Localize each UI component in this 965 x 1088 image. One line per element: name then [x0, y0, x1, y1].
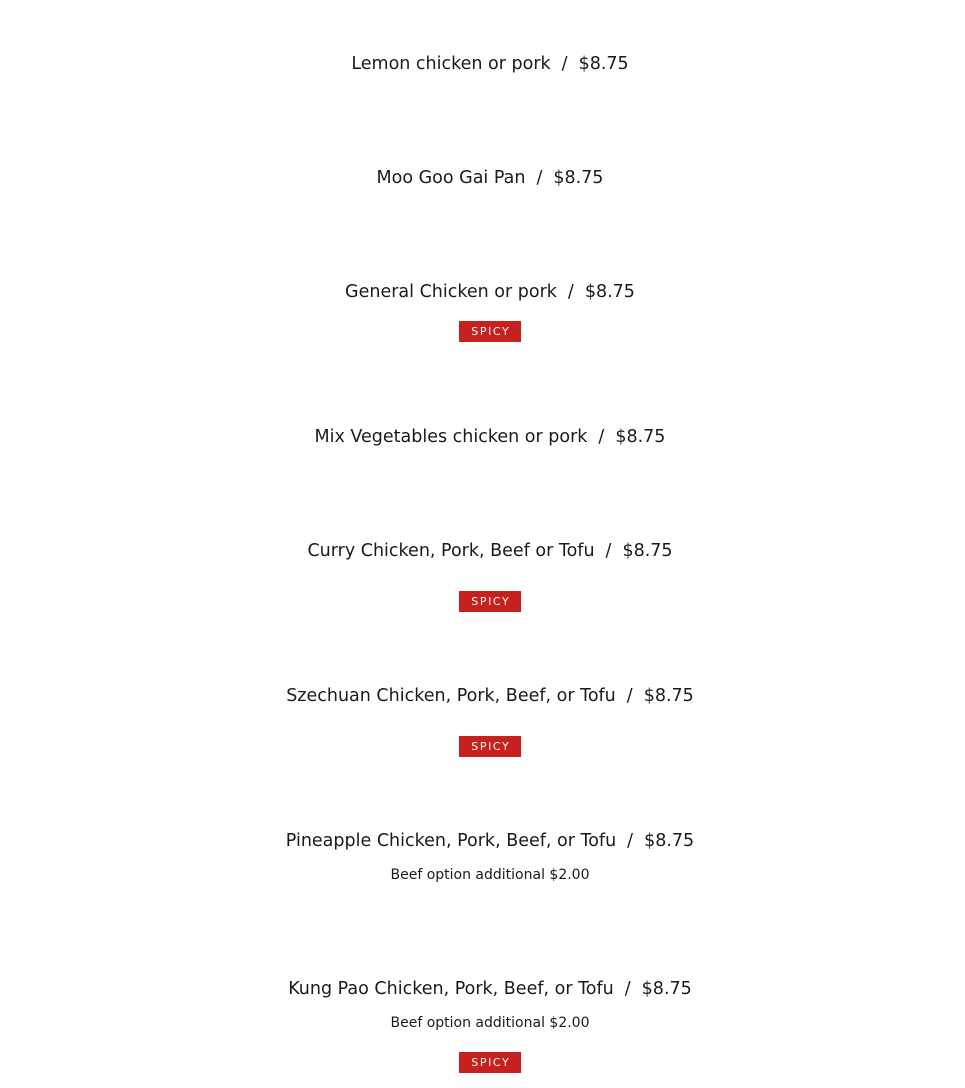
menu-item-name: Szechuan Chicken, Pork, Beef, or Tofu — [286, 686, 616, 706]
spicy-badge: SPICY — [459, 1052, 521, 1073]
menu-item-lemon-chicken — [0, 52, 965, 76]
price-separator: / — [561, 54, 568, 74]
price-separator: / — [627, 831, 634, 851]
menu-item-line — [0, 280, 965, 304]
menu-item-price: $8.75 — [643, 686, 694, 706]
badge-row — [0, 591, 965, 613]
menu-item-price: $8.75 — [644, 831, 695, 851]
price-separator: / — [624, 979, 631, 999]
menu-item-note: Beef option additional $2.00 — [390, 1015, 590, 1031]
badge-row — [0, 1052, 965, 1074]
menu-item-line — [0, 166, 965, 190]
menu-item-price: $8.75 — [553, 168, 604, 188]
badge-row — [0, 321, 965, 343]
menu-item-name: Kung Pao Chicken, Pork, Beef, or Tofu — [288, 979, 614, 999]
price-separator: / — [598, 427, 605, 447]
menu-item-szechuan — [0, 684, 965, 758]
price-separator: / — [536, 168, 543, 188]
menu-item-general-chicken — [0, 280, 965, 343]
menu-item-kung-pao — [0, 977, 965, 1074]
menu-item-name: Moo Goo Gai Pan — [376, 168, 526, 188]
menu-item-moo-goo-gai-pan — [0, 166, 965, 190]
menu-item-price: $8.75 — [622, 541, 673, 561]
price-separator: / — [626, 686, 633, 706]
menu-item-line — [0, 977, 965, 1001]
menu-item-name: Pineapple Chicken, Pork, Beef, or Tofu — [285, 831, 617, 851]
spicy-badge: SPICY — [459, 591, 521, 612]
menu-item-name: Mix Vegetables chicken or pork — [314, 427, 588, 447]
menu-item-mix-vegetables — [0, 425, 965, 449]
menu-item-price: $8.75 — [641, 979, 692, 999]
badge-row — [0, 736, 965, 758]
menu-item-name: Lemon chicken or pork — [351, 54, 551, 74]
menu-item-price: $8.75 — [615, 427, 666, 447]
menu-item-price: $8.75 — [578, 54, 629, 74]
spicy-badge: SPICY — [459, 321, 521, 342]
menu-item-line — [0, 539, 965, 563]
menu-item-curry — [0, 539, 965, 613]
price-separator: / — [605, 541, 612, 561]
price-separator: / — [567, 282, 574, 302]
menu-item-price: $8.75 — [584, 282, 635, 302]
menu-item-pineapple — [0, 829, 965, 884]
menu-item-line — [0, 425, 965, 449]
menu-item-name: Curry Chicken, Pork, Beef or Tofu — [307, 541, 595, 561]
menu-item-name: General Chicken or pork — [345, 282, 557, 302]
menu-item-line — [0, 684, 965, 708]
menu-item-line — [0, 52, 965, 76]
menu-item-note: Beef option additional $2.00 — [390, 867, 590, 883]
spicy-badge: SPICY — [459, 736, 521, 757]
menu-item-line — [0, 829, 965, 853]
